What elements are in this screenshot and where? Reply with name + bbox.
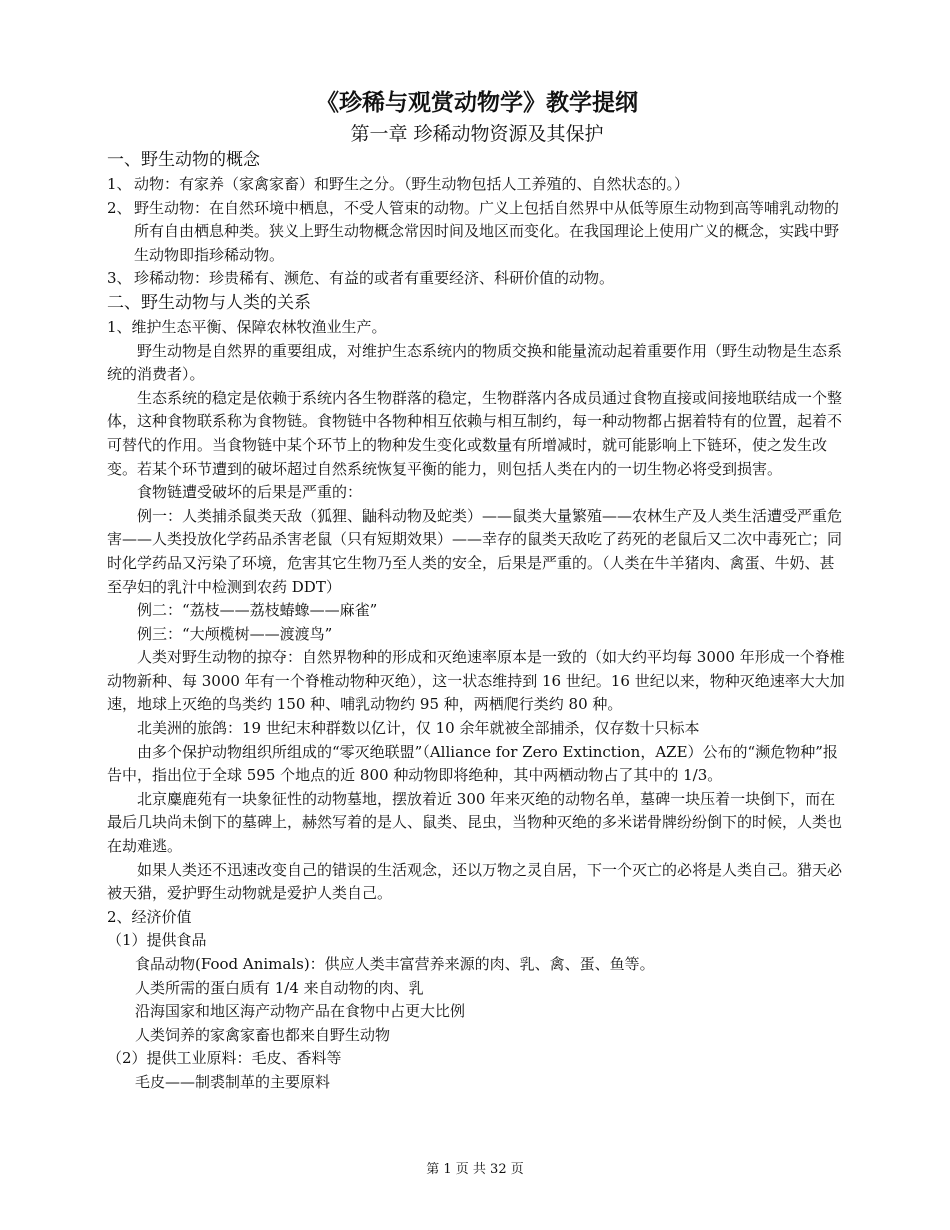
list-item: 食品动物(Food Animals)：供应人类丰富营养来源的肉、乳、禽、蛋、鱼等。 [135, 955, 655, 973]
paragraph: 野生动物是自然界的重要组成，对维护生态系统内的物质交换和能量流动起着重要作用（野生动物是生态系统的消费者）。 [107, 341, 843, 384]
paragraph: 如果人类还不迅速改变自己的错误的生活观念，还以万物之灵自居，下一个灭亡的必将是人类自己。猎天必被天猎，爱护野生动物就是爱护人类自己。 [107, 860, 843, 903]
list-item-label: 1、 [107, 175, 132, 193]
subheading: 1、维护生态平衡、保障农林牧渔业生产。 [107, 317, 387, 336]
paragraph: 例二：“荔枝——荔枝蝽蟓——麻雀” [137, 601, 378, 620]
document-page [107, 88, 847, 1095]
list-item [107, 267, 847, 291]
list-item: 人类所需的蛋白质有 1/4 来自动物的肉、乳 [135, 978, 424, 997]
paragraph: 由多个保护动物组织所组成的“零灭绝联盟”（Alliance for Zero Extinction，AZE）公布的“濒危物种”报告中，指出位于全球 595 个地点的近 800 种动物即将绝种，其中两栖动物占了其中的 1/3。 [107, 742, 838, 785]
subheading: （1）提供食品 [107, 931, 207, 950]
list-item-text: 动物：有家养（家禽家畜）和野生之分。（野生动物包括人工养殖的、自然状态的。） [134, 175, 690, 193]
list-item-text: 珍稀动物：珍贵稀有、濒危、有益的或者有重要经济、科研价值的动物。 [134, 269, 615, 288]
list-item: 人类饲养的家禽家畜也都来自野生动物 [135, 1025, 391, 1044]
document-title: 《珍稀与观赏动物学》教学提纲 [316, 89, 638, 116]
list-item [107, 197, 847, 268]
section-heading: 一、野生动物的概念 [107, 150, 260, 170]
chapter-heading: 第一章 珍稀动物资源及其保护 [350, 123, 604, 145]
paragraph: 人类对野生动物的掠夺：自然界物种的形成和灭绝速率原本是一致的（如大约平均每 3000 年形成一个脊椎动物新种、每 3000 年有一个脊椎动物种灭绝），这一状态维持到 16 世纪。16 世纪以来，物种灭绝速率大大加速，地球上灭绝的鸟类约 150 种、哺乳动物约 95 种，两栖爬行类约 80 种。 [107, 648, 845, 714]
subheading: 2、经济价值 [107, 907, 192, 926]
paragraph: 例一：人类捕杀鼠类天敌（狐狸、鼬科动物及蛇类）——鼠类大量繁殖——农林生产及人类生活遭受严重危害——人类投放化学药品杀害老鼠（只有短期效果）——幸存的鼠类天敌吃了药死的老鼠后又二次中毒死亡；同时化学药品又污染了环境，危害其它生物乃至人类的安全，后果是严重的。（人类在牛羊猪肉、禽蛋、牛奶、甚至孕妇的乳汁中检测到农药 DDT） [107, 506, 843, 596]
paragraph: 例三：“大颅榄树——渡渡鸟” [137, 624, 333, 643]
paragraph: 北京麋鹿苑有一块象征性的动物墓地，摆放着近 300 年来灭绝的动物名单，墓碑一块压着一块倒下，而在最后几块尚未倒下的墓碑上，赫然写着的是人、鼠类、昆虫，当物种灭绝的多米诺骨牌纷纷倒下的时候，人类也在劫难逃。 [107, 789, 843, 856]
subheading: （2）提供工业原料：毛皮、香料等 [107, 1049, 342, 1068]
list-item-text: 野生动物：在自然环境中栖息，不受人管束的动物。广义上包括自然界中从低等原生动物到高等哺乳动物的所有自由栖息种类。狭义上野生动物概念常因时间及地区而变化。在我国理论上使用广义的概念，实践中野生动物即指珍稀动物。 [134, 198, 840, 264]
page-footer: 第 1 页 共 32 页 [426, 1162, 524, 1177]
section-heading: 二、野生动物与人类的关系 [107, 292, 311, 313]
list-item: 沿海国家和地区海产动物产品在食物中占更大比例 [135, 1002, 466, 1021]
list-item-label: 3、 [107, 269, 132, 288]
paragraph: 北美洲的旅鸽：19 世纪末种群数以亿计，仅 10 余年就被全部捕杀，仅存数十只标本 [137, 719, 700, 738]
list-item-label: 2、 [107, 198, 132, 217]
paragraph: 食物链遭受破坏的后果是严重的： [137, 483, 363, 502]
list-item: 毛皮——制裘制革的主要原料 [135, 1072, 331, 1091]
paragraph: 生态系统的稳定是依赖于系统内各生物群落的稳定，生物群落内各成员通过食物直接或间接地联结成一个整体，这种食物联系称为食物链。食物链中各物种相互依赖与相互制约，每一种动物都占据着特有的位置，起着不可替代的作用。当食物链中某个环节上的物种发生变化或数量有所增减时，就可能影响上下链环，使之发生改变。若某个环节遭到的破坏超过自然系统恢复平衡的能力，则包括人类在内的一切生物必将受到损害。 [107, 388, 843, 478]
list-item [107, 173, 847, 197]
